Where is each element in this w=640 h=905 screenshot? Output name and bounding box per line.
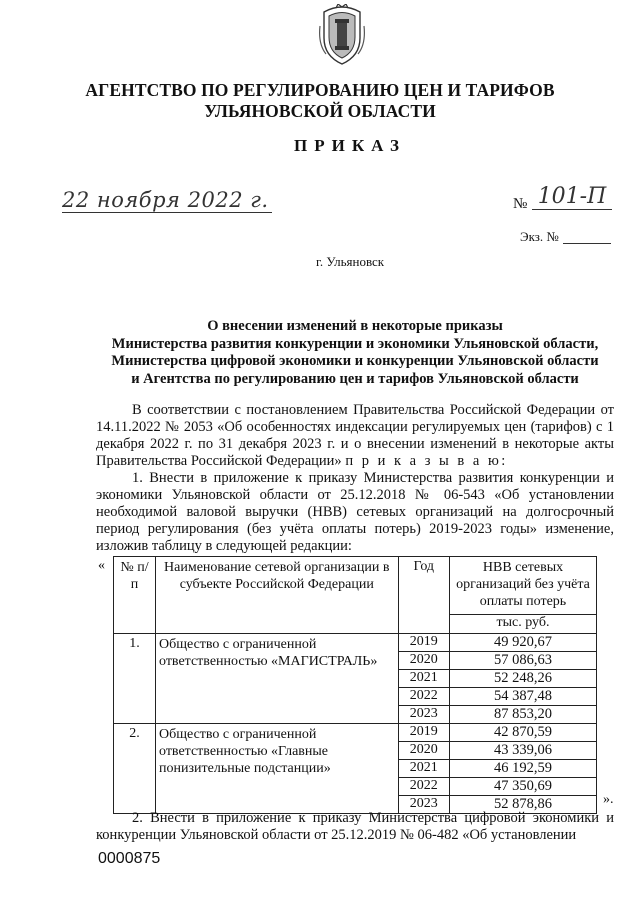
row-num: 2. <box>114 724 156 814</box>
agency-title-line1: АГЕНТСТВО ПО РЕГУЛИРОВАНИЮ ЦЕН И ТАРИФОВ <box>85 80 555 100</box>
intro-paragraph <box>96 402 614 470</box>
handwritten-number: 101-П <box>532 184 612 210</box>
row-value: 46 192,59 <box>449 760 596 778</box>
document-serial-number: 0000875 <box>98 850 161 867</box>
document-type-heading: ПРИКАЗ <box>294 136 406 155</box>
table-close-quote: ». <box>603 792 614 807</box>
handwritten-date: 22 ноября 2022 г. <box>62 188 272 213</box>
row-year: 2021 <box>398 760 449 778</box>
row-num: 1. <box>114 634 156 724</box>
row-value: 52 248,26 <box>449 670 596 688</box>
table-row <box>114 634 597 652</box>
table-header-row <box>114 557 597 615</box>
org-name: Общество с ограниченной ответственностью «Главные понизительные подстанции» <box>156 724 399 814</box>
subject-line: О внесении изменений в некоторые приказы <box>207 318 503 334</box>
nvv-table <box>113 556 597 814</box>
subject-line: и Агентства по регулированию цен и тарифов Ульяновской области <box>131 370 579 387</box>
table-row <box>114 724 597 742</box>
header-num: № п/п <box>114 557 156 634</box>
item-1-paragraph: 1. Внести в приложение к приказу Министерства развития конкуренции и экономики Ульяновской области от 25.12.2018 № 06-543 «Об установлении необходимой валовой выручки (НВВ) сетевых организаций на долгосрочный период регулирования (без учёта оплаты потерь) 2019-2023 годы» изменение, изложив таблицу в следующей редакции: <box>96 470 614 554</box>
row-value: 42 870,59 <box>449 724 596 742</box>
row-value: 52 878,86 <box>449 796 596 814</box>
row-year: 2019 <box>398 724 449 742</box>
item-2-paragraph: 2. Внести в приложение к приказу Министерства цифровой экономики и конкуренции Ульяновской области от 25.12.2019 № 06-482 «Об установлении <box>96 810 614 843</box>
body-text-continued <box>96 810 614 844</box>
coat-of-arms-emblem-icon <box>318 4 366 66</box>
row-year: 2023 <box>398 706 449 724</box>
row-value: 49 920,67 <box>449 634 596 652</box>
subject-line: Министерства цифровой экономики и конкуренции Ульяновской области <box>111 353 599 369</box>
row-value: 87 853,20 <box>449 706 596 724</box>
row-year: 2023 <box>398 796 449 814</box>
copy-number-blank <box>563 229 611 244</box>
row-value: 43 339,06 <box>449 742 596 760</box>
header-year: Год <box>398 557 449 634</box>
intro-text: В соответствии с постановлением Правительства Российской Федерации от 14.11.2022 № 2053 «Об особенностях индексации регулируемых цен (тарифов) с 1 декабря 2022 г. по 31 декабря 2023 г. и о внесении изменений в некоторые акты Правительства Российской Федерации» <box>96 402 614 469</box>
row-value: 47 350,69 <box>449 778 596 796</box>
row-year: 2020 <box>398 742 449 760</box>
row-year: 2020 <box>398 652 449 670</box>
row-year: 2022 <box>398 778 449 796</box>
copy-number-label: Экз. № <box>520 229 559 244</box>
row-value: 54 387,48 <box>449 688 596 706</box>
order-subject <box>95 318 615 388</box>
subject-line: Министерства развития конкуренции и экономики Ульяновской области, <box>111 335 599 352</box>
row-year: 2022 <box>398 688 449 706</box>
header-unit: тыс. руб. <box>449 615 596 634</box>
org-name: Общество с ограниченной ответственностью «МАГИСТРАЛЬ» <box>156 634 399 724</box>
agency-title-line2: УЛЬЯНОВСКОЙ ОБЛАСТИ <box>204 101 436 121</box>
number-label: № <box>513 196 528 212</box>
header-name: Наименование сетевой организации в субъекте Российской Федерации <box>156 557 399 634</box>
row-year: 2021 <box>398 670 449 688</box>
row-year: 2019 <box>398 634 449 652</box>
table-open-quote: « <box>98 558 105 573</box>
row-value: 57 086,63 <box>449 652 596 670</box>
city: г. Ульяновск <box>316 254 385 269</box>
body-text <box>96 402 614 555</box>
header-nvv: НВВ сетевых организаций без учёта оплаты потерь <box>449 557 596 615</box>
intro-verb: п р и к а з ы в а ю: <box>345 453 508 469</box>
